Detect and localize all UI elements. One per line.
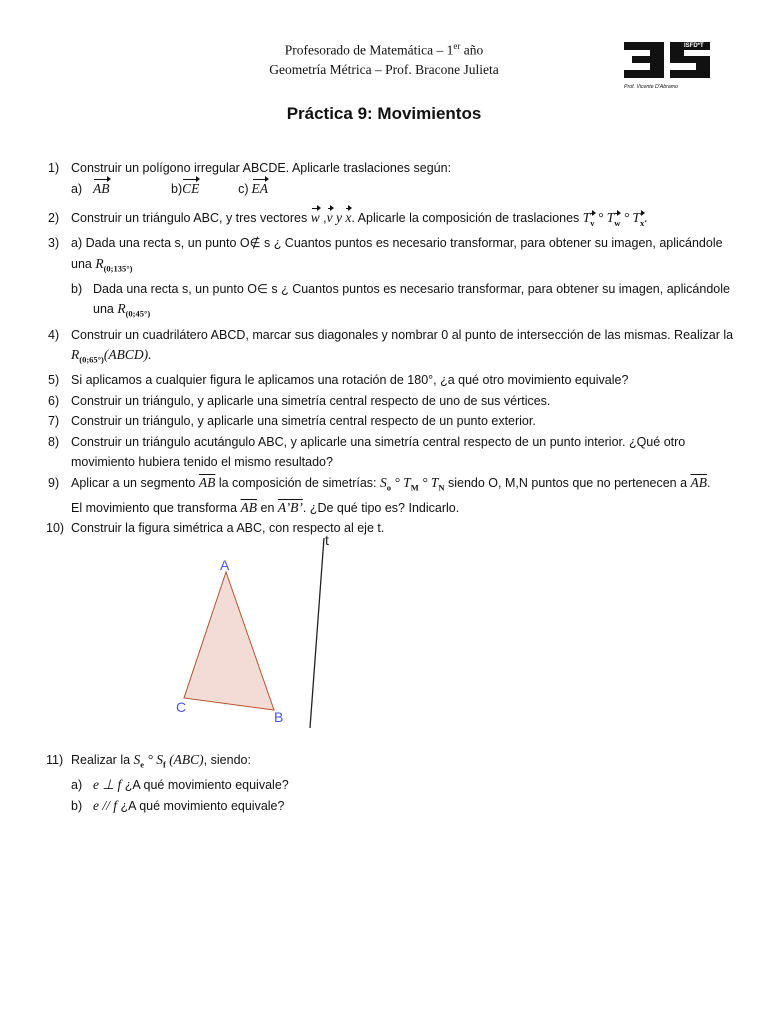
exercise-10: 10) Construir la figura simétrica a ABC, con respecto al eje t. xyxy=(46,521,385,536)
exercise-7: 7) Construir un triángulo, y aplicarle una simetría central respecto de un punto exterior. xyxy=(48,414,536,429)
exercise-2: 2) Construir un triángulo ABC, y tres vectores w ,v y x. Aplicarle la composición de traslaciones $T_v$ ° $T_w$ ° $T_x$. xyxy=(48,208,748,233)
translation-composition: $T_v$ ° $T_w$ ° $T_x$. xyxy=(583,210,648,225)
course-line: Profesorado de Matemática – 1er año xyxy=(284,41,484,58)
label-a: A xyxy=(220,557,230,573)
exercise-6: 6) Construir un triángulo, y aplicarle una simetría central respecto de uno de sus vértices. xyxy=(48,393,551,408)
exercise-8: 8) Construir un triángulo acutángulo ABC, y aplicarle una simetría central respecto de un punto interior. ¿Qué otro movimiento hubiera tenido el mismo resultado? xyxy=(48,434,686,470)
axis-t xyxy=(310,538,324,728)
exercise-11a: a) e ⊥ f ¿A qué movimiento equivale? xyxy=(71,777,289,793)
vector-ce: CE xyxy=(182,179,199,200)
label-c: C xyxy=(176,699,187,715)
exercise-list xyxy=(48,158,748,539)
exercise-3a: a) Dada una recta s, un punto O∉ s ¿ Cuantos puntos es necesario transformar, para obtener su imagen, aplicándole una $R_{(0;135^\circ)}$ xyxy=(71,236,723,274)
vector-ea: EA xyxy=(252,179,269,200)
logo-caption: Prof. Vicente D'Abramo xyxy=(624,84,678,90)
institution-logo xyxy=(622,38,714,92)
vector-ab: AB xyxy=(93,179,110,200)
triangle-abc xyxy=(184,572,274,710)
exercise-3: 3) a) Dada una recta s, un punto O∉ s ¿ Cuantos puntos es necesario transformar, para obtener su imagen, aplicándole una $R_{(0;135^\circ)}$ b) Dada una recta s, un punto O∈ s ¿ Cuantos puntos es necesario transformar, para obtener su imagen, aplicándole una $R_{(0;45^\circ)}$ xyxy=(48,233,748,324)
symmetry-composition: $S_o$ ° $T_M$ ° $T_N$ xyxy=(380,474,445,493)
exercise-9: 9) Aplicar a un segmento $\overline{AB}$ la composición de simetrías: $S_o$ ° $T_M$ ° $T_N$ siendo O, M,N puntos que no pertenecen a $\overline{AB}$. El movimiento que transforma $\overline{AB}$ en A’B’. ¿De qué tipo es? Indicarlo. xyxy=(48,474,711,515)
exercise-1: 1) Construir un polígono irregular ABCDE. Aplicarle traslaciones según: a) AB b)CE c) EA xyxy=(48,158,748,199)
exercise-11: 11) Realizar la $S_e$ ° $S_f$ (ABC), siendo: a) e ⊥ f ¿A qué movimiento equivale? b) e // f ¿A qué movimiento equivale? xyxy=(48,750,748,816)
exercise-3b: b) Dada una recta s, un punto O∈ s ¿ Cuantos puntos es necesario transformar, para obtener su imagen, aplicándole una $R_{(0;45^\circ)}$ xyxy=(71,281,730,320)
label-t: t xyxy=(325,532,329,548)
page-title: Práctica 9: Movimientos xyxy=(286,104,482,123)
triangle-figure xyxy=(168,530,348,730)
subject-line: Geometría Métrica – Prof. Bracone Julieta xyxy=(269,61,499,77)
exercise-5: 5) Si aplicamos a cualquier figura le aplicamos una rotación de 180°, ¿a qué otro movimiento equivale? xyxy=(48,373,629,388)
exercise-1-options: a) AB b)CE c) EA xyxy=(71,179,748,200)
exercise-11b: b) e // f ¿A qué movimiento equivale? xyxy=(71,797,285,813)
logo-tag: ISFD*T xyxy=(684,43,704,49)
label-b: B xyxy=(274,709,284,725)
exercise-4: 4) Construir un cuadrilátero ABCD, marcar sus diagonales y nombrar 0 al punto de intersección de las mismas. Realizar la $R_{(0;65^\circ)}(ABCD)$. xyxy=(48,327,734,365)
exercise-list-cont xyxy=(48,750,748,816)
